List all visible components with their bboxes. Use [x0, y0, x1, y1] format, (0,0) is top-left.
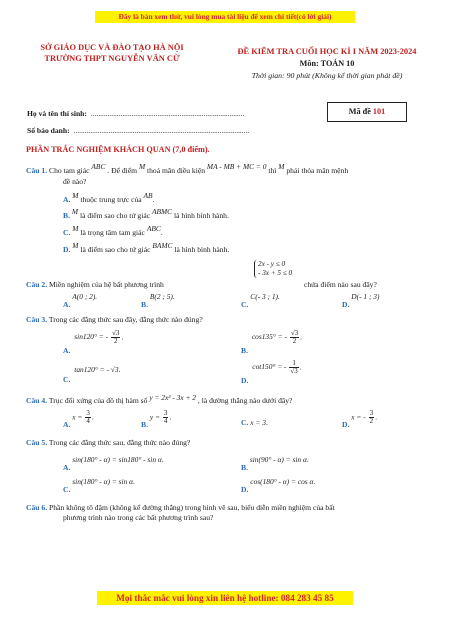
hotline-footer: Mọi thắc mắc vui lòng xin liên hệ hotline: 084 283 45 85	[116, 593, 334, 603]
question-4-label: Câu 4.	[26, 396, 48, 405]
option-c-label: C.	[241, 300, 249, 309]
q4-option-b[interactable]: B. y = $\frac{3}{4}$ .	[141, 409, 172, 430]
exam-subject: Môn: TOÁN 10	[299, 59, 355, 68]
option-d-label: D.	[63, 245, 71, 254]
q2-option-a-text: A(0 ; 2).	[72, 292, 98, 301]
department-name: SỞ GIÁO DỤC VÀ ĐÀO TẠO HÀ NỘI	[40, 43, 184, 52]
student-id-dots: ...............................................................................................	[73, 126, 250, 135]
option-b-label: B.	[141, 420, 148, 430]
question-6-text: Phần không tô đậm (không kể đường thẳng) trong hình vẽ sau, biểu diễn miền nghiệm của bất	[49, 503, 335, 512]
question-2	[26, 280, 164, 290]
q2-option-b[interactable]	[141, 292, 175, 309]
question-3	[26, 315, 203, 325]
question-2-text: Miền nghiệm của hệ bất phương trình	[49, 280, 164, 289]
question-3-label: Câu 3.	[26, 315, 48, 324]
q3-d-denominator: √3	[290, 367, 298, 375]
school-name: TRƯỜNG THPT NGUYỄN VĂN CỪ	[44, 54, 180, 63]
option-c-label: C.	[241, 418, 249, 427]
option-b-label: B.	[141, 300, 148, 309]
option-a-label: A.	[63, 300, 71, 309]
inequality-1: 2x - y ≤ 0	[258, 260, 286, 269]
q3-option-c[interactable]: C. tan120° = - √3.	[63, 365, 121, 384]
exam-time: Thời gian: 90 phút (Không kể thời gian phát đề)	[251, 71, 403, 80]
option-b-label: B.	[241, 346, 248, 356]
question-2-label: Câu 2.	[26, 280, 48, 289]
question-1-text: Cho tam giác	[49, 166, 90, 175]
student-id-label: Số báo danh:	[27, 126, 70, 135]
question-1-text-3: thoả mãn điều kiện	[147, 166, 206, 175]
option-b-label: B.	[241, 463, 248, 472]
option-a-label: A.	[63, 463, 71, 472]
section-title: PHẦN TRẮC NGHIỆM KHÁCH QUAN (7,0 điểm).	[26, 145, 210, 154]
exam-title: ĐỀ KIỂM TRA CUỐI HỌC KÌ I NĂM 2023-2024	[237, 47, 417, 56]
q3-option-d[interactable]: D. cot150° = - $\frac{1}{√3}$ .	[241, 359, 302, 386]
q1-option-b-end: là hình bình hành.	[174, 211, 229, 220]
option-d-label: D.	[342, 300, 350, 309]
question-5-text: Trong các đẳng thức sau, đẳng thức nào đúng?	[48, 438, 191, 447]
q2-option-a[interactable]	[63, 292, 98, 309]
question-6-label: Câu 6.	[26, 503, 48, 512]
q4-option-c-text: x = 3	[250, 418, 266, 427]
q3-option-a[interactable]: A. sin120° = - $\frac{√3}{2}$ .	[63, 329, 124, 356]
q1-option-c-text: là trọng tâm tam giác	[80, 228, 145, 237]
question-1-label: Câu 1.	[26, 166, 48, 175]
q1-option-b[interactable]	[63, 207, 229, 221]
question-3-text: Trong các đẳng thức sau đây, đẳng thức nào đúng?	[48, 315, 203, 324]
question-1-text-2: . Để điểm	[107, 166, 138, 175]
q3-a-numerator: √3	[112, 329, 120, 337]
question-4-text-2: , là đường thẳng nào dưới đây?	[197, 396, 293, 405]
student-name-row	[27, 103, 244, 121]
preview-notice: Đây là bản xem thử, vui lòng mua tài liệu để xem chi tiết(có lời giải)	[118, 12, 332, 21]
math-abmc: ABMC	[151, 207, 173, 216]
student-name-dots: ...................................................................................	[90, 109, 245, 118]
quadratic-function: y = 2x² - 3x + 2	[149, 393, 196, 402]
q4-a-denominator: 4	[86, 417, 90, 425]
question-6	[26, 503, 335, 513]
q2-option-b-text: B(2 ; 5).	[149, 292, 175, 301]
q3-option-b-text: cos135° = -	[251, 332, 287, 342]
question-4-text: Trục đối xứng của đồ thị hàm số	[48, 396, 148, 405]
q3-a-denominator: 2	[113, 337, 118, 345]
option-b-label: B.	[63, 211, 70, 220]
inequality-2: - 3x + 5 ≤ 0	[258, 269, 293, 278]
q3-option-c-text: tan120° = - √3	[74, 365, 119, 374]
question-2-text-2: chứa điểm nào sau đây?	[304, 280, 377, 289]
q3-d-numerator: 1	[289, 360, 298, 368]
option-a-label: A.	[63, 420, 71, 430]
q1-option-d-end: là hình bình hành.	[174, 245, 230, 254]
q4-d-numerator: 3	[369, 409, 374, 417]
q4-option-d[interactable]: D. x = - $\frac{3}{2}$ .	[342, 409, 378, 430]
q1-option-d[interactable]	[63, 241, 230, 255]
q5-option-c[interactable]: C. sin(180° - α) = sin α.	[63, 477, 135, 494]
option-c-label: C.	[63, 485, 71, 494]
option-a-label: A.	[63, 195, 71, 204]
option-c-label: C.	[63, 375, 71, 384]
math-m: M	[138, 162, 146, 171]
question-5-label: Câu 5.	[26, 438, 48, 447]
math-ab: AB	[143, 191, 153, 200]
q3-option-a-text: sin120° = -	[74, 332, 109, 342]
q2-option-d-text: D(- 1 ; 3)	[351, 292, 380, 301]
question-6-text-2: phương trình nào trong các bất phương trình sau?	[63, 513, 214, 522]
q3-b-numerator: √3	[290, 329, 299, 337]
question-4	[26, 393, 293, 406]
q5-option-b-text: sin(90° - α) = sin α	[249, 455, 307, 464]
q4-b-denominator: 4	[163, 417, 168, 425]
q3-b-denominator: 2	[292, 337, 297, 345]
question-1-text-6: đề nào?	[63, 177, 87, 186]
q4-option-c[interactable]: C. x = 3.	[241, 418, 268, 427]
math-abc: ABC	[146, 224, 161, 233]
math-m: M	[71, 207, 79, 216]
math-abc: ABC	[91, 162, 106, 171]
q5-option-b[interactable]: B. sin(90° - α) = sin α.	[241, 455, 309, 472]
student-name-label: Họ và tên thí sinh:	[27, 109, 87, 118]
math-m-2: M	[278, 162, 285, 171]
inequality-system	[254, 260, 292, 278]
q5-option-c-text: sin(180° - α) = sin α	[72, 477, 133, 486]
math-vector-condition: MA - MB + MC = 0	[206, 162, 267, 171]
q3-option-d-text: cot150° = -	[252, 362, 287, 372]
math-m: M	[72, 241, 79, 250]
q4-b-numerator: 3	[163, 409, 168, 417]
option-d-label: D.	[241, 376, 249, 386]
q5-option-a-text: sin(180° - α) = sin180° - sin α	[72, 455, 162, 464]
option-a-label: A.	[63, 346, 71, 356]
q4-a-numerator: 3	[86, 409, 90, 417]
q5-option-a[interactable]: A. sin(180° - α) = sin180° - sin α.	[63, 455, 164, 472]
math-m: M	[72, 224, 79, 233]
math-bamc: BAMC	[152, 241, 173, 250]
q2-option-d[interactable]	[342, 292, 380, 309]
option-c-label: C.	[63, 228, 71, 237]
q1-option-b-text: là điểm sao cho tứ giác	[79, 211, 151, 220]
student-id-row	[27, 120, 249, 138]
exam-code	[327, 107, 407, 116]
question-1	[26, 162, 349, 176]
option-d-label: D.	[342, 420, 350, 430]
q5-option-d-text: cos(180° - α) = cos α	[250, 477, 314, 486]
question-1-text-4: thì	[268, 166, 277, 175]
q4-d-denominator: 2	[369, 417, 374, 425]
question-1-text-5: phải thỏa mãn mệnh	[286, 166, 349, 175]
q4-option-a[interactable]: A. x = $\frac{3}{4}$ .	[63, 409, 94, 430]
q1-option-c[interactable]: C. M là trọng tâm tam giác ABC.	[63, 224, 163, 237]
q4-b-prefix: y =	[149, 412, 160, 422]
q4-a-prefix: x =	[72, 412, 83, 422]
q1-option-a[interactable]: A. M thuộc trung trực của AB.	[63, 191, 155, 204]
q2-option-c-text: C(- 3 ; 1).	[250, 292, 280, 301]
q5-option-d[interactable]: D. cos(180° - α) = cos α.	[241, 477, 316, 494]
exam-code-value: 101	[372, 107, 386, 116]
option-d-label: D.	[241, 485, 249, 494]
q1-option-d-text: là điểm sao cho tứ giác	[80, 245, 151, 254]
question-5	[26, 438, 190, 448]
exam-code-label: Mã đề	[348, 107, 371, 116]
q4-d-prefix: x = -	[351, 412, 366, 422]
q3-option-b[interactable]: B. cos135° = - $\frac{√3}{2}$ .	[241, 329, 303, 356]
math-m: M	[72, 191, 79, 200]
q1-option-a-text: thuộc trung trực của	[80, 195, 142, 204]
q2-option-c[interactable]	[241, 292, 280, 309]
